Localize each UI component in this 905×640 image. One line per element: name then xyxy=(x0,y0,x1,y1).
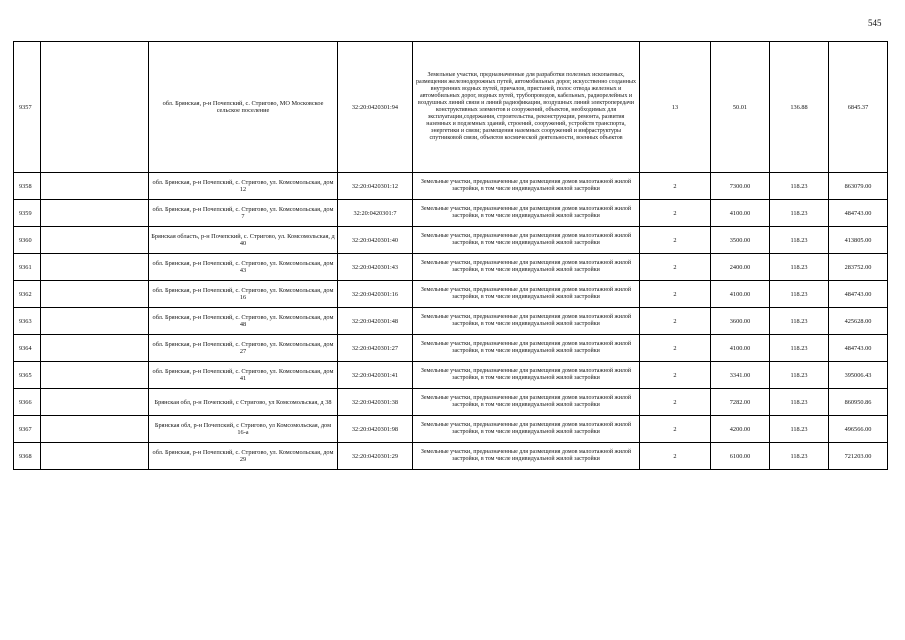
empty-cell xyxy=(41,443,149,470)
group-number-cell: 2 xyxy=(640,200,711,227)
specific-value-cell: 118.23 xyxy=(770,389,829,416)
cadastral-value-cell: 496566.00 xyxy=(829,416,888,443)
row-id-cell: 9358 xyxy=(14,173,41,200)
cadastral-value-cell: 721203.00 xyxy=(829,443,888,470)
area-cell: 7300.00 xyxy=(711,173,770,200)
row-id-cell: 9362 xyxy=(14,281,41,308)
area-cell: 4100.00 xyxy=(711,281,770,308)
empty-cell xyxy=(41,227,149,254)
table-row xyxy=(14,200,888,227)
empty-cell xyxy=(41,362,149,389)
cadastral-number-cell: 32:20:0420301:94 xyxy=(338,42,413,173)
table-row xyxy=(14,281,888,308)
cadastral-value-cell: 395006.43 xyxy=(829,362,888,389)
address-cell: обл. Брянская, р-н Почепский, с. Стригово, ул. Комсомольская, дом 41 xyxy=(149,362,338,389)
cadastral-number-cell: 32:20:0420301:16 xyxy=(338,281,413,308)
land-use-cell: Земельные участки, предназначенные для размещения домов малоэтажной жилой застройки, в том числе индивидуальной жилой застройки xyxy=(413,443,640,470)
land-use-cell: Земельные участки, предназначенные для размещения домов малоэтажной жилой застройки, в том числе индивидуальной жилой застройки xyxy=(413,200,640,227)
group-number-cell: 2 xyxy=(640,227,711,254)
row-id-cell: 9366 xyxy=(14,389,41,416)
land-use-cell: Земельные участки, предназначенные для размещения домов малоэтажной жилой застройки, в том числе индивидуальной жилой застройки xyxy=(413,416,640,443)
group-number-cell: 2 xyxy=(640,443,711,470)
address-cell: обл. Брянская, р-н Почепский, с. Стригово, ул. Комсомольская, дом 43 xyxy=(149,254,338,281)
table-row xyxy=(14,173,888,200)
area-cell: 3500.00 xyxy=(711,227,770,254)
cadastral-number-cell: 32:20:0420301:38 xyxy=(338,389,413,416)
address-cell: обл. Брянская, р-н Почепский, с. Стригово, ул. Комсомольская, дом 7 xyxy=(149,200,338,227)
address-cell: обл. Брянская, р-н Почепский, с. Стригово, ул. Комсомольская, дом 16 xyxy=(149,281,338,308)
group-number-cell: 2 xyxy=(640,281,711,308)
empty-cell xyxy=(41,254,149,281)
row-id-cell: 9363 xyxy=(14,308,41,335)
empty-cell xyxy=(41,389,149,416)
table-row xyxy=(14,416,888,443)
cadastral-value-cell: 6845.37 xyxy=(829,42,888,173)
row-id-cell: 9368 xyxy=(14,443,41,470)
address-cell: Брянская обл, р-н Почепский, с Стригово, ул Комсомольская, д 38 xyxy=(149,389,338,416)
area-cell: 7282.00 xyxy=(711,389,770,416)
page-number: 545 xyxy=(868,18,882,28)
cadastral-value-cell: 484743.00 xyxy=(829,200,888,227)
area-cell: 4200.00 xyxy=(711,416,770,443)
cadastral-number-cell: 32:20:0420301:48 xyxy=(338,308,413,335)
row-id-cell: 9360 xyxy=(14,227,41,254)
table-row xyxy=(14,308,888,335)
address-cell: обл. Брянская, р-н Почепский, с. Стригово, ул. Комсомольская, дом 29 xyxy=(149,443,338,470)
area-cell: 50.01 xyxy=(711,42,770,173)
group-number-cell: 13 xyxy=(640,42,711,173)
address-cell: обл. Брянская, р-н Почепский, с. Стригово, ул. Комсомольская, дом 12 xyxy=(149,173,338,200)
area-cell: 3600.00 xyxy=(711,308,770,335)
land-use-cell: Земельные участки, предназначенные для размещения домов малоэтажной жилой застройки, в том числе индивидуальной жилой застройки xyxy=(413,308,640,335)
table-row xyxy=(14,362,888,389)
cadastral-value-cell: 484743.00 xyxy=(829,281,888,308)
cadastral-number-cell: 32:20:0420301:98 xyxy=(338,416,413,443)
row-id-cell: 9364 xyxy=(14,335,41,362)
specific-value-cell: 118.23 xyxy=(770,254,829,281)
empty-cell xyxy=(41,416,149,443)
cadastral-number-cell: 32:20:0420301:41 xyxy=(338,362,413,389)
cadastral-number-cell: 32:20:0420301:7 xyxy=(338,200,413,227)
cadastral-value-cell: 860950.86 xyxy=(829,389,888,416)
address-cell: Брянская область, р-н Почепский, с. Стригово, ул. Комсомольская, д 40 xyxy=(149,227,338,254)
specific-value-cell: 118.23 xyxy=(770,416,829,443)
area-cell: 4100.00 xyxy=(711,200,770,227)
cadastral-value-cell: 484743.00 xyxy=(829,335,888,362)
table-row xyxy=(14,227,888,254)
cadastral-value-cell: 863079.00 xyxy=(829,173,888,200)
cadastral-number-cell: 32:20:0420301:12 xyxy=(338,173,413,200)
area-cell: 3341.00 xyxy=(711,362,770,389)
land-use-cell: Земельные участки, предназначенные для размещения домов малоэтажной жилой застройки, в том числе индивидуальной жилой застройки xyxy=(413,173,640,200)
area-cell: 2400.00 xyxy=(711,254,770,281)
specific-value-cell: 118.23 xyxy=(770,173,829,200)
cadastral-number-cell: 32:20:0420301:43 xyxy=(338,254,413,281)
empty-cell xyxy=(41,200,149,227)
group-number-cell: 2 xyxy=(640,335,711,362)
empty-cell xyxy=(41,335,149,362)
specific-value-cell: 118.23 xyxy=(770,200,829,227)
cadastral-value-cell: 425628.00 xyxy=(829,308,888,335)
group-number-cell: 2 xyxy=(640,173,711,200)
row-id-cell: 9357 xyxy=(14,42,41,173)
land-use-cell: Земельные участки, предназначенные для размещения домов малоэтажной жилой застройки, в том числе индивидуальной жилой застройки xyxy=(413,362,640,389)
address-cell: обл. Брянская, р-н Почепский, с. Стригово, ул. Комсомольская, дом 48 xyxy=(149,308,338,335)
empty-cell xyxy=(41,42,149,173)
cadastral-value-table xyxy=(13,41,888,470)
area-cell: 4100.00 xyxy=(711,335,770,362)
land-use-cell: Земельные участки, предназначенные для размещения домов малоэтажной жилой застройки, в том числе индивидуальной жилой застройки xyxy=(413,335,640,362)
row-id-cell: 9365 xyxy=(14,362,41,389)
cadastral-value-cell: 283752.00 xyxy=(829,254,888,281)
group-number-cell: 2 xyxy=(640,389,711,416)
land-use-cell: Земельные участки, предназначенные для размещения домов малоэтажной жилой застройки, в том числе индивидуальной жилой застройки xyxy=(413,227,640,254)
row-id-cell: 9367 xyxy=(14,416,41,443)
specific-value-cell: 118.23 xyxy=(770,308,829,335)
row-id-cell: 9361 xyxy=(14,254,41,281)
land-use-cell: Земельные участки, предназначенные для размещения домов малоэтажной жилой застройки, в том числе индивидуальной жилой застройки xyxy=(413,254,640,281)
group-number-cell: 2 xyxy=(640,416,711,443)
specific-value-cell: 118.23 xyxy=(770,335,829,362)
specific-value-cell: 118.23 xyxy=(770,443,829,470)
group-number-cell: 2 xyxy=(640,308,711,335)
area-cell: 6100.00 xyxy=(711,443,770,470)
land-use-cell: Земельные участки, предназначенные для размещения домов малоэтажной жилой застройки, в том числе индивидуальной жилой застройки xyxy=(413,281,640,308)
address-cell: обл. Брянская, р-н Почепский, с. Стригово, ул. Комсомольская, дом 27 xyxy=(149,335,338,362)
empty-cell xyxy=(41,281,149,308)
specific-value-cell: 118.23 xyxy=(770,227,829,254)
address-cell: Брянская обл, р-н Почепский, с Стригово, ул Комсомольская, дом 16-а xyxy=(149,416,338,443)
cadastral-number-cell: 32:20:0420301:29 xyxy=(338,443,413,470)
cadastral-number-cell: 32:20:0420301:27 xyxy=(338,335,413,362)
table-row xyxy=(14,254,888,281)
table-row xyxy=(14,42,888,173)
table-row xyxy=(14,335,888,362)
row-id-cell: 9359 xyxy=(14,200,41,227)
specific-value-cell: 136.88 xyxy=(770,42,829,173)
land-use-cell: Земельные участки, предназначенные для размещения домов малоэтажной жилой застройки, в том числе индивидуальной жилой застройки xyxy=(413,389,640,416)
land-use-cell: Земельные участки, предназначенные для разработки полезных ископаемых, размещения железнодорожных путей, автомобильных дорог, искусственно созданных внутренних водных путей, причалов, пристаней, полос отвода железных и автомобильных дорог, водных путей, трубопроводов, кабельных, радиорелейных и воздушных линий связи и линий радиофикации, воздушных линий электропередачи конструктивных элементов и сооружений, объектов, необходимых для эксплуатации,содержания, строительства, реконструкции, ремонта, развития наземных и подземных зданий, строений, сооружений, устройств транспорта, энергетики и связи; размещения наземных сооружений и инфраструктуры спутниковой связи, объектов космической деятельности, военных объектов xyxy=(413,42,640,173)
cadastral-value-cell: 413805.00 xyxy=(829,227,888,254)
table-row xyxy=(14,389,888,416)
address-cell: обл. Брянская, р-н Почепский, с. Стригово, МО Московское сельское поселение xyxy=(149,42,338,173)
cadastral-number-cell: 32:20:0420301:40 xyxy=(338,227,413,254)
empty-cell xyxy=(41,308,149,335)
empty-cell xyxy=(41,173,149,200)
group-number-cell: 2 xyxy=(640,254,711,281)
group-number-cell: 2 xyxy=(640,362,711,389)
specific-value-cell: 118.23 xyxy=(770,281,829,308)
specific-value-cell: 118.23 xyxy=(770,362,829,389)
table-row xyxy=(14,443,888,470)
